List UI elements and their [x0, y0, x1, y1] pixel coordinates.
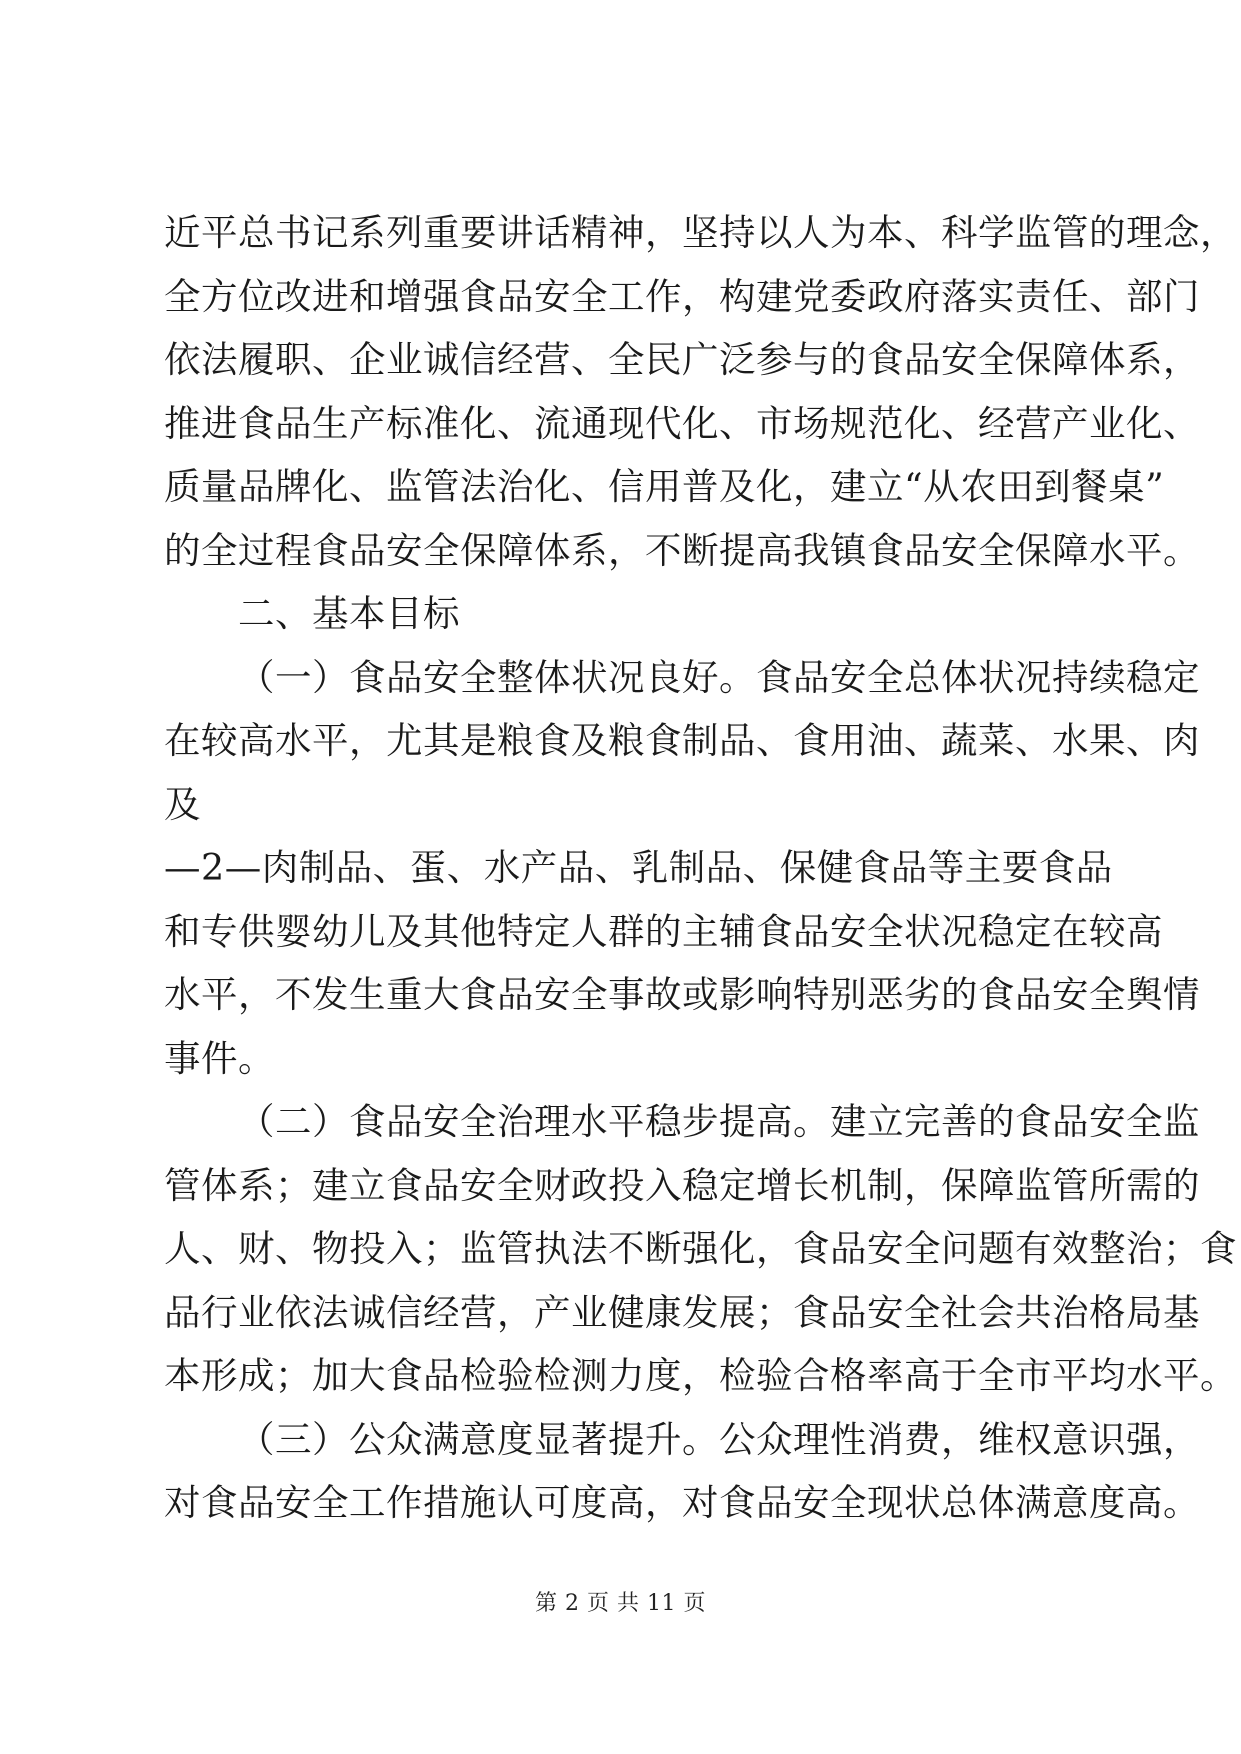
paragraph-line: 和专供婴幼儿及其他特定人群的主辅食品安全状况稳定在较高 [164, 909, 1163, 953]
paragraph-line: 水平，不发生重大食品安全事故或影响特别恶劣的食品安全舆情 [164, 973, 1200, 1016]
paragraph-line: 近平总书记系列重要讲话精神，坚持以人为本、科学监管的理念， [164, 211, 1237, 254]
paragraph-line: 人、财、物投入；监管执法不断强化，食品安全问题有效整治；食 [164, 1227, 1237, 1270]
body-paragraph [164, 201, 1237, 582]
body-paragraph [164, 836, 1200, 1090]
document-body [164, 201, 1237, 1535]
paragraph-line: 品行业依法诚信经营，产业健康发展；食品安全社会共治格局基 [164, 1290, 1200, 1334]
paragraph-line: 依法履职、企业诚信经营、全民广泛参与的食品安全保障体系， [164, 338, 1200, 381]
paragraph-line: 在较高水平，尤其是粮食及粮食制品、食用油、蔬菜、水果、肉 [164, 719, 1200, 762]
paragraph-line: 对食品安全工作措施认可度高，对食品安全现状总体满意度高。 [164, 1481, 1200, 1524]
body-paragraph [164, 1090, 1237, 1408]
body-paragraph [164, 646, 1200, 837]
paragraph-line: （二）食品安全治理水平稳步提高。建立完善的食品安全监 [238, 1100, 1200, 1143]
paragraph-line: 本形成；加大食品检验检测力度，检验合格率高于全市平均水平。 [164, 1354, 1237, 1397]
paragraph-line: 管体系；建立食品安全财政投入稳定增长机制，保障监管所需的 [164, 1163, 1200, 1207]
paragraph-line: 全方位改进和增强食品安全工作，构建党委政府落实责任、部门 [164, 274, 1200, 318]
page-number-footer: 第 2 页 共 11 页 [535, 1591, 706, 1616]
paragraph-line: （三）公众满意度显著提升。公众理性消费，维权意识强， [238, 1417, 1200, 1461]
paragraph-line: 的全过程食品安全保障体系，不断提高我镇食品安全保障水平。 [164, 528, 1200, 572]
paragraph-line: 二、基本目标 [238, 592, 460, 635]
paragraph-line: 推进食品生产标准化、流通现代化、市场规范化、经营产业化、 [164, 401, 1200, 445]
paragraph-line: —2—肉制品、蛋、水产品、乳制品、保健食品等主要食品 [164, 846, 1113, 889]
body-paragraph [164, 1408, 1200, 1535]
paragraph-line: 及 [164, 782, 201, 826]
paragraph-line: 质量品牌化、监管法治化、信用普及化，建立“从农田到餐桌” [164, 465, 1165, 508]
body-paragraph [164, 582, 1082, 646]
paragraph-line: 事件。 [164, 1036, 275, 1080]
paragraph-line: （一）食品安全整体状况良好。食品安全总体状况持续稳定 [238, 655, 1200, 699]
